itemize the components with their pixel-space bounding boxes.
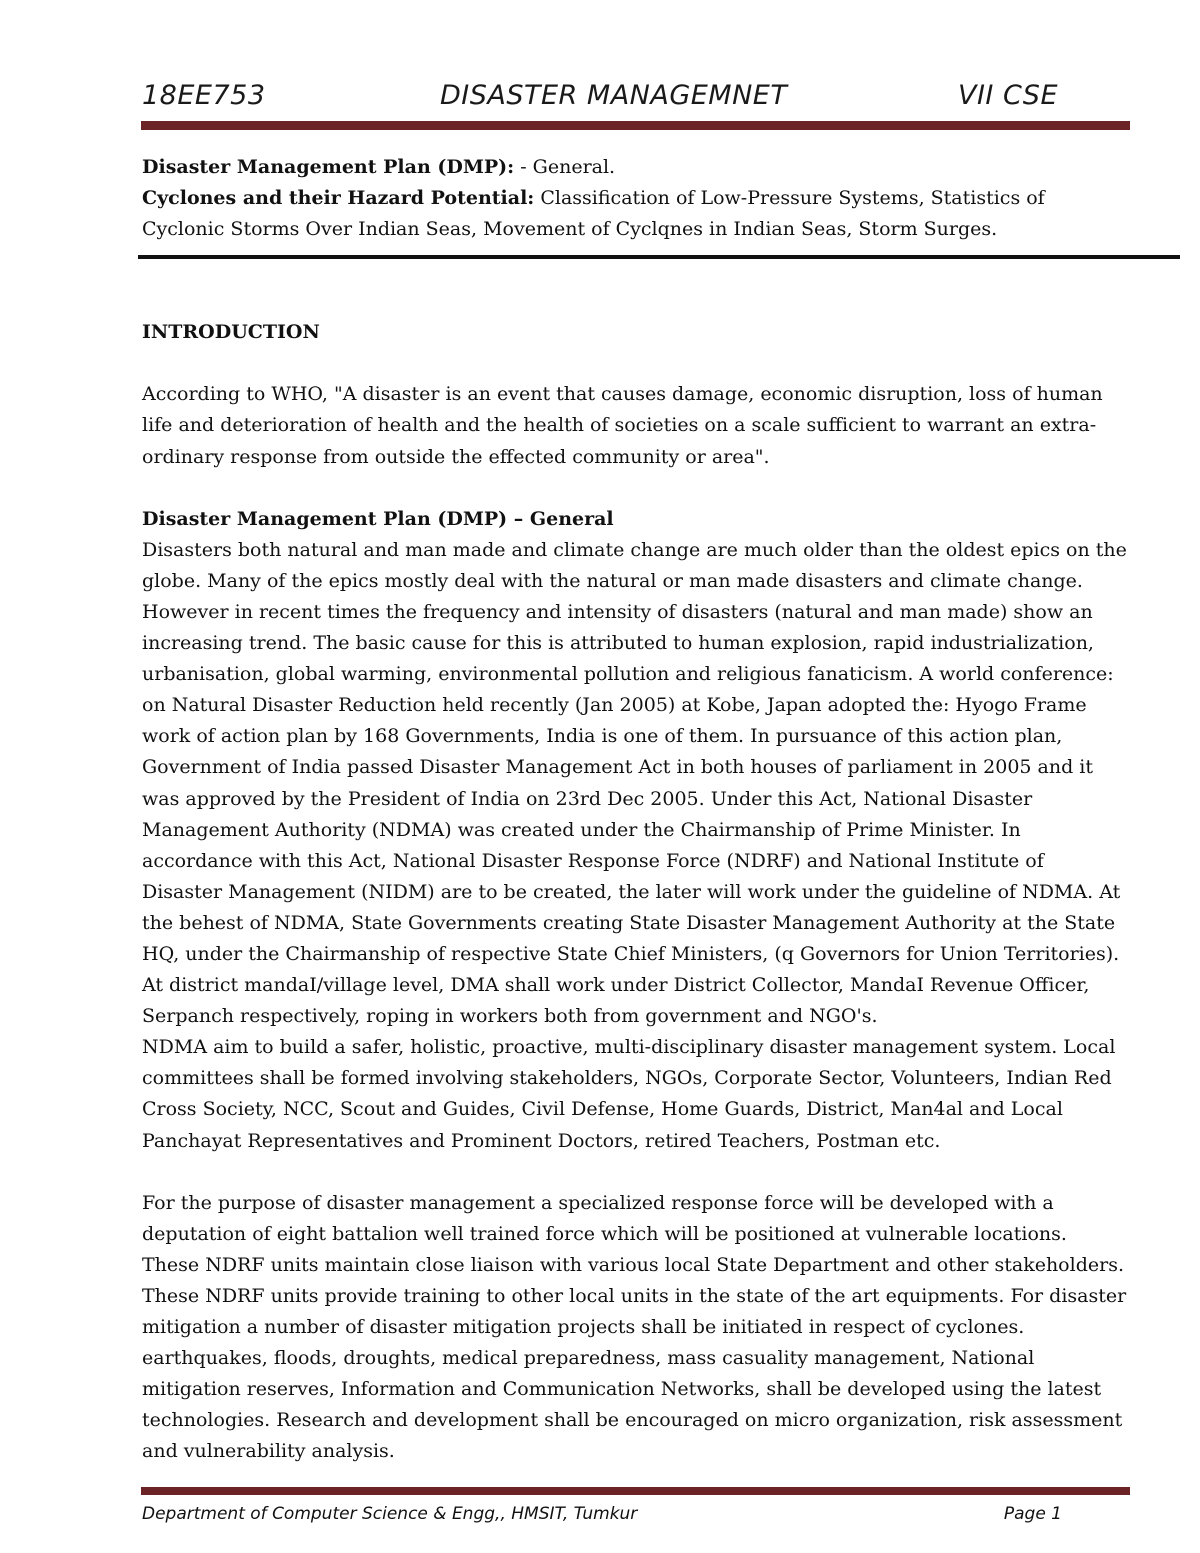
syllabus-cyclones-text: Classification of Low-Pressure Systems, Statistics of Cyclonic Storms Over Indian Seas, Movement of Cyclqnes in Indian Seas, Storm Surges.	[142, 187, 1045, 241]
syllabus-cyclones-label: Cyclones and their Hazard Potential:	[142, 187, 535, 210]
footer-rule	[141, 1487, 1130, 1495]
page-content	[142, 152, 1127, 1467]
spacer	[142, 473, 1127, 504]
syllabus-cyclones-line	[142, 183, 1127, 245]
header-rule	[141, 121, 1130, 130]
course-code: 18EE753	[142, 80, 266, 111]
class-label: VII CSE	[957, 80, 1058, 111]
page-header	[142, 80, 1130, 120]
introduction-body: According to WHO, "A disaster is an event that causes damage, economic disruption, loss of human life and deterioration of health and the health of societies on a scale sufficient to warrant an extra-ordinary response from outside the effected community or area".	[142, 383, 1103, 468]
dmp-paragraph-2: NDMA aim to build a safer, holistic, proactive, multi-disciplinary disaster management system. Local committees shall be formed involving stakeholders, NGOs, Corporate Sector, Volunteers, Indian Red Cross Society, NCC, Scout and Guides, Civil Defense, Home Guards, District, Man4al and Local Panchayat Representatives and Prominent Doctors, retired Teachers, Postman etc.	[142, 1036, 1116, 1152]
syllabus-divider	[138, 255, 1180, 259]
footer-department: Department of Computer Science & Engg,, HMSIT, Tumkur	[142, 1504, 638, 1524]
introduction-heading: INTRODUCTION	[142, 321, 320, 344]
dmp-section-heading: Disaster Management Plan (DMP) – General	[142, 507, 614, 530]
dmp-paragraph-3: For the purpose of disaster management a specialized response force will be developed with a deputation of eight battalion well trained force which will be positioned at vulnerable locations. These NDRF units maintain close liaison with various local State Department and other stakeholders. These NDRF units provide training to other local units in the state of the art equipments. For disaster mitigation a number of disaster mitigation projects shall be initiated in respect of cyclones. earthquakes, floods, droughts, medical preparedness, mass casuality management, National mitigation reserves, Information and Communication Networks, shall be developed using the latest technologies. Research and development shall be encouraged on micro organization, risk assessment and vulnerability analysis.	[142, 1191, 1127, 1463]
subject-title: DISASTER MANAGEMNET	[440, 80, 788, 111]
page-number: Page 1	[1003, 1504, 1062, 1524]
syllabus-dmp-text: - General.	[514, 156, 616, 178]
syllabus-dmp-label: Disaster Management Plan (DMP):	[142, 156, 515, 178]
spacer	[142, 1157, 1127, 1188]
dmp-paragraph-1: Disasters both natural and man made and climate change are much older than the oldest epics on the globe. Many of the epics mostly deal with the natural or man made disasters and climate change. However in recent times the frequency and intensity of disasters (natural and man made) show an increasing trend. The basic cause for this is attributed to human explosion, rapid industrialization, urbanisation, global warming, environmental pollution and religious fanaticism. A world conference: on Natural Disaster Reduction held recently (Jan 2005) at Kobe, Japan adopted the: Hyogo Frame work of action plan by 168 Governments, India is one of them. In pursuance of this action plan, Government of India passed Disaster Management Act in both houses of parliament in 2005 and it was approved by the President of India on 23rd Dec 2005. Under this Act, National Disaster Management Authority (NDMA) was created under the Chairmanship of Prime Minister. In accordance with this Act, National Disaster Response Force (NDRF) and National Institute of Disaster Management (NIDM) are to be created, the later will work under the guideline of NDMA. At the behest of NDMA, State Governments creating State Disaster Management Authority at the State HQ, under the Chairmanship of respective State Chief Ministers, (q Governors for Union Territories). At district mandaI/village level, DMA shall work under District Collector, MandaI Revenue Officer, Serpanch respectively, roping in workers both from government and NGO's.	[142, 538, 1127, 1028]
syllabus-dmp-line	[142, 152, 1127, 183]
spacer	[142, 348, 1127, 379]
